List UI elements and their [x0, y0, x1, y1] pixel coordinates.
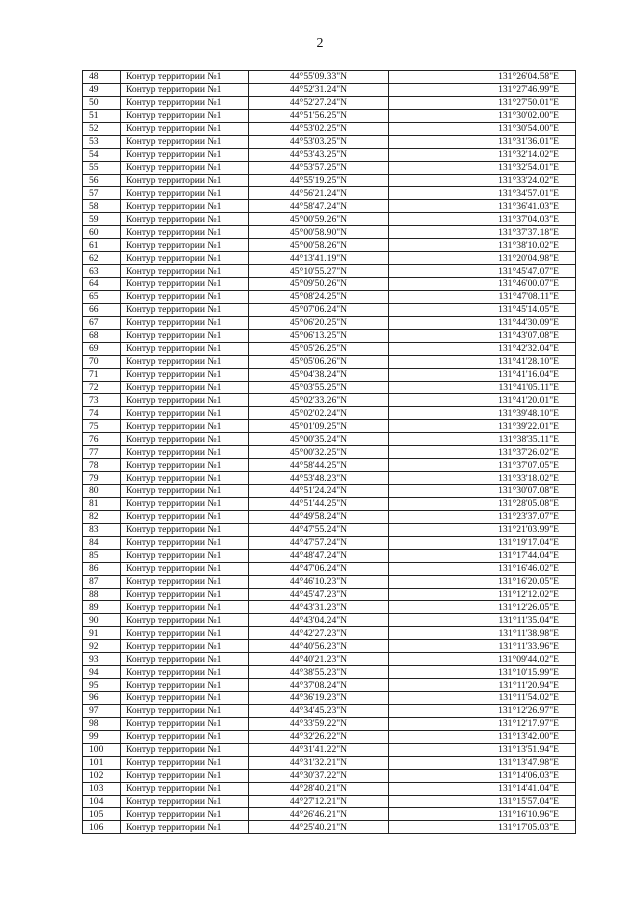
latitude-cell: 44°46'10.23"N — [249, 575, 389, 588]
longitude-cell: 131°11'54.02"E — [389, 692, 576, 705]
longitude-cell: 131°13'42.00"E — [389, 730, 576, 743]
page-number: 2 — [316, 36, 324, 51]
table-row — [83, 213, 576, 226]
point-number-cell: 65 — [83, 290, 121, 303]
contour-name-cell: Контур территории №1 — [121, 601, 249, 614]
contour-name-cell: Контур территории №1 — [121, 562, 249, 575]
longitude-cell: 131°37'37.18"E — [389, 226, 576, 239]
table-row — [83, 679, 576, 692]
longitude-cell: 131°30'54.00"E — [389, 122, 576, 135]
contour-name-cell: Контур территории №1 — [121, 329, 249, 342]
contour-name-cell: Контур территории №1 — [121, 213, 249, 226]
longitude-cell: 131°43'07.08"E — [389, 329, 576, 342]
latitude-cell: 44°37'08.24"N — [249, 679, 389, 692]
table-row — [83, 717, 576, 730]
contour-name-cell: Контур территории №1 — [121, 536, 249, 549]
latitude-cell: 44°26'46.21"N — [249, 808, 389, 821]
table-row — [83, 485, 576, 498]
longitude-cell: 131°16'20.05"E — [389, 575, 576, 588]
table-row — [83, 96, 576, 109]
table-row — [83, 239, 576, 252]
contour-name-cell: Контур территории №1 — [121, 653, 249, 666]
longitude-cell: 131°38'35.11"E — [389, 433, 576, 446]
point-number-cell: 68 — [83, 329, 121, 342]
contour-name-cell: Контур территории №1 — [121, 575, 249, 588]
point-number-cell: 74 — [83, 407, 121, 420]
point-number-cell: 103 — [83, 782, 121, 795]
point-number-cell: 106 — [83, 821, 121, 834]
point-number-cell: 71 — [83, 368, 121, 381]
contour-name-cell: Контур территории №1 — [121, 200, 249, 213]
latitude-cell: 44°40'56.23"N — [249, 640, 389, 653]
latitude-cell: 44°27'12.21"N — [249, 795, 389, 808]
contour-name-cell: Контур территории №1 — [121, 769, 249, 782]
point-number-cell: 78 — [83, 459, 121, 472]
point-number-cell: 80 — [83, 485, 121, 498]
longitude-cell: 131°27'50.01"E — [389, 96, 576, 109]
table-row — [83, 536, 576, 549]
table-row — [83, 743, 576, 756]
contour-name-cell: Контур территории №1 — [121, 485, 249, 498]
contour-name-cell: Контур территории №1 — [121, 71, 249, 84]
table-row — [83, 575, 576, 588]
longitude-cell: 131°26'04.58"E — [389, 71, 576, 84]
longitude-cell: 131°36'41.03"E — [389, 200, 576, 213]
table-row — [83, 174, 576, 187]
point-number-cell: 50 — [83, 96, 121, 109]
table-row — [83, 666, 576, 679]
longitude-cell: 131°30'02.00"E — [389, 109, 576, 122]
latitude-cell: 44°51'24.24"N — [249, 485, 389, 498]
table-row — [83, 329, 576, 342]
latitude-cell: 44°53'03.25"N — [249, 135, 389, 148]
longitude-cell: 131°47'08.11"E — [389, 290, 576, 303]
point-number-cell: 90 — [83, 614, 121, 627]
latitude-cell: 45°10'55.27"N — [249, 265, 389, 278]
latitude-cell: 44°31'41.22"N — [249, 743, 389, 756]
latitude-cell: 44°47'55.24"N — [249, 523, 389, 536]
table-row — [83, 122, 576, 135]
point-number-cell: 92 — [83, 640, 121, 653]
contour-name-cell: Контур территории №1 — [121, 381, 249, 394]
contour-name-cell: Контур территории №1 — [121, 730, 249, 743]
point-number-cell: 99 — [83, 730, 121, 743]
longitude-cell: 131°38'10.02"E — [389, 239, 576, 252]
contour-name-cell: Контур территории №1 — [121, 316, 249, 329]
point-number-cell: 54 — [83, 148, 121, 161]
longitude-cell: 131°20'04.98"E — [389, 252, 576, 265]
table-row — [83, 795, 576, 808]
latitude-cell: 44°43'04.24"N — [249, 614, 389, 627]
longitude-cell: 131°12'26.97"E — [389, 704, 576, 717]
latitude-cell: 44°45'47.23"N — [249, 588, 389, 601]
latitude-cell: 44°47'57.24"N — [249, 536, 389, 549]
latitude-cell: 44°51'56.25"N — [249, 109, 389, 122]
contour-name-cell: Контур территории №1 — [121, 743, 249, 756]
longitude-cell: 131°30'07.08"E — [389, 485, 576, 498]
latitude-cell: 44°32'26.22"N — [249, 730, 389, 743]
longitude-cell: 131°15'57.04"E — [389, 795, 576, 808]
latitude-cell: 45°09'50.26"N — [249, 278, 389, 291]
latitude-cell: 44°28'40.21"N — [249, 782, 389, 795]
longitude-cell: 131°11'38.98"E — [389, 627, 576, 640]
longitude-cell: 131°27'46.99"E — [389, 83, 576, 96]
longitude-cell: 131°09'44.02"E — [389, 653, 576, 666]
longitude-cell: 131°37'04.03"E — [389, 213, 576, 226]
longitude-cell: 131°41'16.04"E — [389, 368, 576, 381]
contour-name-cell: Контур территории №1 — [121, 303, 249, 316]
contour-name-cell: Контур территории №1 — [121, 679, 249, 692]
table-row — [83, 808, 576, 821]
table-row — [83, 497, 576, 510]
contour-name-cell: Контур территории №1 — [121, 588, 249, 601]
point-number-cell: 61 — [83, 239, 121, 252]
point-number-cell: 76 — [83, 433, 121, 446]
contour-name-cell: Контур территории №1 — [121, 459, 249, 472]
point-number-cell: 64 — [83, 278, 121, 291]
contour-name-cell: Контур территории №1 — [121, 252, 249, 265]
contour-name-cell: Контур территории №1 — [121, 96, 249, 109]
point-number-cell: 55 — [83, 161, 121, 174]
longitude-cell: 131°12'17.97"E — [389, 717, 576, 730]
contour-name-cell: Контур территории №1 — [121, 239, 249, 252]
table-row — [83, 446, 576, 459]
table-row — [83, 640, 576, 653]
point-number-cell: 48 — [83, 71, 121, 84]
point-number-cell: 83 — [83, 523, 121, 536]
point-number-cell: 56 — [83, 174, 121, 187]
latitude-cell: 45°02'02.24"N — [249, 407, 389, 420]
table-row — [83, 265, 576, 278]
longitude-cell: 131°14'41.04"E — [389, 782, 576, 795]
contour-name-cell: Контур территории №1 — [121, 226, 249, 239]
longitude-cell: 131°45'14.05"E — [389, 303, 576, 316]
contour-name-cell: Контур территории №1 — [121, 666, 249, 679]
latitude-cell: 45°07'06.24"N — [249, 303, 389, 316]
point-number-cell: 75 — [83, 420, 121, 433]
latitude-cell: 44°49'58.24"N — [249, 510, 389, 523]
contour-name-cell: Контур территории №1 — [121, 433, 249, 446]
contour-name-cell: Контур территории №1 — [121, 782, 249, 795]
table-row — [83, 614, 576, 627]
longitude-cell: 131°41'20.01"E — [389, 394, 576, 407]
latitude-cell: 44°58'44.25"N — [249, 459, 389, 472]
contour-name-cell: Контур территории №1 — [121, 497, 249, 510]
table-row — [83, 704, 576, 717]
longitude-cell: 131°21'03.99"E — [389, 523, 576, 536]
point-number-cell: 86 — [83, 562, 121, 575]
table-row — [83, 756, 576, 769]
latitude-cell: 45°05'06.26"N — [249, 355, 389, 368]
coordinates-table-body — [83, 71, 576, 834]
contour-name-cell: Контур территории №1 — [121, 265, 249, 278]
point-number-cell: 98 — [83, 717, 121, 730]
point-number-cell: 58 — [83, 200, 121, 213]
table-row — [83, 394, 576, 407]
contour-name-cell: Контур территории №1 — [121, 122, 249, 135]
table-row — [83, 782, 576, 795]
point-number-cell: 97 — [83, 704, 121, 717]
latitude-cell: 44°52'31.24"N — [249, 83, 389, 96]
latitude-cell: 45°06'20.25"N — [249, 316, 389, 329]
contour-name-cell: Контур территории №1 — [121, 187, 249, 200]
point-number-cell: 102 — [83, 769, 121, 782]
table-row — [83, 601, 576, 614]
longitude-cell: 131°32'14.02"E — [389, 148, 576, 161]
point-number-cell: 101 — [83, 756, 121, 769]
latitude-cell: 44°38'55.23"N — [249, 666, 389, 679]
contour-name-cell: Контур территории №1 — [121, 821, 249, 834]
coordinates-table — [82, 70, 576, 834]
contour-name-cell: Контур территории №1 — [121, 161, 249, 174]
table-row — [83, 252, 576, 265]
point-number-cell: 87 — [83, 575, 121, 588]
latitude-cell: 44°52'27.24"N — [249, 96, 389, 109]
contour-name-cell: Контур территории №1 — [121, 640, 249, 653]
table-row — [83, 148, 576, 161]
point-number-cell: 104 — [83, 795, 121, 808]
contour-name-cell: Контур территории №1 — [121, 523, 249, 536]
latitude-cell: 44°43'31.23"N — [249, 601, 389, 614]
latitude-cell: 44°47'06.24"N — [249, 562, 389, 575]
longitude-cell: 131°13'47.98"E — [389, 756, 576, 769]
longitude-cell: 131°19'17.04"E — [389, 536, 576, 549]
latitude-cell: 45°00'59.26"N — [249, 213, 389, 226]
longitude-cell: 131°17'05.03"E — [389, 821, 576, 834]
contour-name-cell: Контур территории №1 — [121, 420, 249, 433]
point-number-cell: 63 — [83, 265, 121, 278]
latitude-cell: 44°31'32.21"N — [249, 756, 389, 769]
point-number-cell: 66 — [83, 303, 121, 316]
point-number-cell: 69 — [83, 342, 121, 355]
longitude-cell: 131°45'47.07"E — [389, 265, 576, 278]
point-number-cell: 67 — [83, 316, 121, 329]
point-number-cell: 73 — [83, 394, 121, 407]
latitude-cell: 44°33'59.22"N — [249, 717, 389, 730]
point-number-cell: 49 — [83, 83, 121, 96]
contour-name-cell: Контур территории №1 — [121, 83, 249, 96]
contour-name-cell: Контур территории №1 — [121, 407, 249, 420]
contour-name-cell: Контур территории №1 — [121, 446, 249, 459]
table-row — [83, 510, 576, 523]
contour-name-cell: Контур территории №1 — [121, 717, 249, 730]
latitude-cell: 44°36'19.23"N — [249, 692, 389, 705]
table-row — [83, 200, 576, 213]
table-row — [83, 523, 576, 536]
longitude-cell: 131°37'26.02"E — [389, 446, 576, 459]
contour-name-cell: Контур территории №1 — [121, 355, 249, 368]
latitude-cell: 45°03'55.25"N — [249, 381, 389, 394]
longitude-cell: 131°33'18.02"E — [389, 472, 576, 485]
point-number-cell: 95 — [83, 679, 121, 692]
table-row — [83, 71, 576, 84]
longitude-cell: 131°42'32.04"E — [389, 342, 576, 355]
point-number-cell: 105 — [83, 808, 121, 821]
longitude-cell: 131°37'07.05"E — [389, 459, 576, 472]
coordinates-table-container — [82, 70, 575, 834]
point-number-cell: 82 — [83, 510, 121, 523]
latitude-cell: 44°51'44.25"N — [249, 497, 389, 510]
point-number-cell: 52 — [83, 122, 121, 135]
point-number-cell: 84 — [83, 536, 121, 549]
point-number-cell: 51 — [83, 109, 121, 122]
table-row — [83, 316, 576, 329]
contour-name-cell: Контур территории №1 — [121, 549, 249, 562]
table-row — [83, 161, 576, 174]
longitude-cell: 131°12'26.05"E — [389, 601, 576, 614]
latitude-cell: 44°53'48.23"N — [249, 472, 389, 485]
latitude-cell: 44°53'57.25"N — [249, 161, 389, 174]
table-row — [83, 83, 576, 96]
table-row — [83, 303, 576, 316]
table-row — [83, 290, 576, 303]
longitude-cell: 131°10'15.99"E — [389, 666, 576, 679]
longitude-cell: 131°46'00.07"E — [389, 278, 576, 291]
table-row — [83, 627, 576, 640]
table-row — [83, 653, 576, 666]
table-row — [83, 549, 576, 562]
latitude-cell: 44°40'21.23"N — [249, 653, 389, 666]
point-number-cell: 77 — [83, 446, 121, 459]
contour-name-cell: Контур территории №1 — [121, 368, 249, 381]
table-row — [83, 769, 576, 782]
table-row — [83, 135, 576, 148]
contour-name-cell: Контур территории №1 — [121, 808, 249, 821]
longitude-cell: 131°34'57.01"E — [389, 187, 576, 200]
contour-name-cell: Контур территории №1 — [121, 148, 249, 161]
latitude-cell: 44°56'21.24"N — [249, 187, 389, 200]
latitude-cell: 44°58'47.24"N — [249, 200, 389, 213]
latitude-cell: 45°01'09.25"N — [249, 420, 389, 433]
contour-name-cell: Контур территории №1 — [121, 472, 249, 485]
longitude-cell: 131°33'24.02"E — [389, 174, 576, 187]
longitude-cell: 131°13'51.94"E — [389, 743, 576, 756]
longitude-cell: 131°14'06.03"E — [389, 769, 576, 782]
longitude-cell: 131°16'10.96"E — [389, 808, 576, 821]
latitude-cell: 45°06'13.25"N — [249, 329, 389, 342]
latitude-cell: 44°42'27.23"N — [249, 627, 389, 640]
latitude-cell: 45°00'35.24"N — [249, 433, 389, 446]
contour-name-cell: Контур территории №1 — [121, 109, 249, 122]
longitude-cell: 131°23'37.07"E — [389, 510, 576, 523]
contour-name-cell: Контур территории №1 — [121, 756, 249, 769]
contour-name-cell: Контур территории №1 — [121, 795, 249, 808]
longitude-cell: 131°39'48.10"E — [389, 407, 576, 420]
point-number-cell: 81 — [83, 497, 121, 510]
table-row — [83, 459, 576, 472]
contour-name-cell: Контур территории №1 — [121, 135, 249, 148]
table-row — [83, 433, 576, 446]
table-row — [83, 821, 576, 834]
table-row — [83, 730, 576, 743]
point-number-cell: 70 — [83, 355, 121, 368]
point-number-cell: 89 — [83, 601, 121, 614]
latitude-cell: 44°48'47.24"N — [249, 549, 389, 562]
point-number-cell: 100 — [83, 743, 121, 756]
table-row — [83, 588, 576, 601]
contour-name-cell: Контур территории №1 — [121, 394, 249, 407]
longitude-cell: 131°11'33.96"E — [389, 640, 576, 653]
point-number-cell: 59 — [83, 213, 121, 226]
latitude-cell: 44°53'02.25"N — [249, 122, 389, 135]
latitude-cell: 45°04'38.24"N — [249, 368, 389, 381]
contour-name-cell: Контур территории №1 — [121, 614, 249, 627]
table-row — [83, 278, 576, 291]
latitude-cell: 44°30'37.22"N — [249, 769, 389, 782]
contour-name-cell: Контур территории №1 — [121, 627, 249, 640]
table-row — [83, 381, 576, 394]
longitude-cell: 131°16'46.02"E — [389, 562, 576, 575]
table-row — [83, 342, 576, 355]
table-row — [83, 226, 576, 239]
longitude-cell: 131°28'05.08"E — [389, 497, 576, 510]
latitude-cell: 45°05'26.25"N — [249, 342, 389, 355]
point-number-cell: 85 — [83, 549, 121, 562]
longitude-cell: 131°11'20.94"E — [389, 679, 576, 692]
contour-name-cell: Контур территории №1 — [121, 704, 249, 717]
contour-name-cell: Контур территории №1 — [121, 510, 249, 523]
point-number-cell: 57 — [83, 187, 121, 200]
contour-name-cell: Контур территории №1 — [121, 290, 249, 303]
point-number-cell: 96 — [83, 692, 121, 705]
latitude-cell: 44°25'40.21"N — [249, 821, 389, 834]
table-row — [83, 562, 576, 575]
latitude-cell: 45°00'32.25"N — [249, 446, 389, 459]
point-number-cell: 60 — [83, 226, 121, 239]
longitude-cell: 131°11'35.04"E — [389, 614, 576, 627]
point-number-cell: 79 — [83, 472, 121, 485]
latitude-cell: 44°53'43.25"N — [249, 148, 389, 161]
longitude-cell: 131°44'30.09"E — [389, 316, 576, 329]
table-row — [83, 420, 576, 433]
latitude-cell: 44°13'41.19"N — [249, 252, 389, 265]
longitude-cell: 131°41'05.11"E — [389, 381, 576, 394]
point-number-cell: 62 — [83, 252, 121, 265]
latitude-cell: 45°08'24.25"N — [249, 290, 389, 303]
table-row — [83, 368, 576, 381]
longitude-cell: 131°17'44.04"E — [389, 549, 576, 562]
longitude-cell: 131°41'28.10"E — [389, 355, 576, 368]
latitude-cell: 45°02'33.26"N — [249, 394, 389, 407]
table-row — [83, 187, 576, 200]
longitude-cell: 131°31'36.01"E — [389, 135, 576, 148]
latitude-cell: 44°34'45.23"N — [249, 704, 389, 717]
point-number-cell: 94 — [83, 666, 121, 679]
table-row — [83, 109, 576, 122]
table-row — [83, 355, 576, 368]
point-number-cell: 88 — [83, 588, 121, 601]
table-row — [83, 692, 576, 705]
contour-name-cell: Контур территории №1 — [121, 692, 249, 705]
point-number-cell: 93 — [83, 653, 121, 666]
point-number-cell: 72 — [83, 381, 121, 394]
latitude-cell: 45°00'58.90"N — [249, 226, 389, 239]
table-row — [83, 472, 576, 485]
longitude-cell: 131°32'54.01"E — [389, 161, 576, 174]
latitude-cell: 44°55'19.25"N — [249, 174, 389, 187]
longitude-cell: 131°39'22.01"E — [389, 420, 576, 433]
latitude-cell: 44°55'09.33"N — [249, 71, 389, 84]
longitude-cell: 131°12'12.02"E — [389, 588, 576, 601]
contour-name-cell: Контур территории №1 — [121, 278, 249, 291]
table-row — [83, 407, 576, 420]
point-number-cell: 91 — [83, 627, 121, 640]
point-number-cell: 53 — [83, 135, 121, 148]
contour-name-cell: Контур территории №1 — [121, 342, 249, 355]
contour-name-cell: Контур территории №1 — [121, 174, 249, 187]
latitude-cell: 45°00'58.26"N — [249, 239, 389, 252]
